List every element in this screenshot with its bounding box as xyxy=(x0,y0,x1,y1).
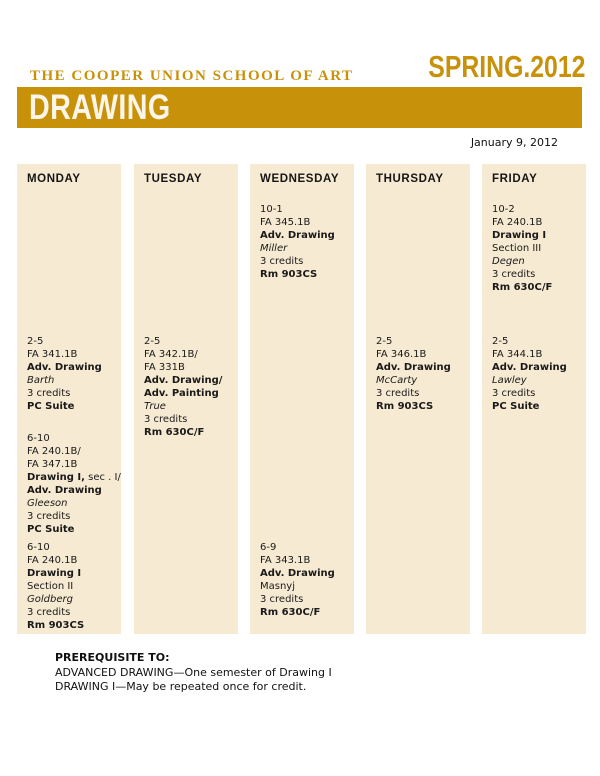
class-entry-line: Goldberg xyxy=(27,594,73,605)
day-column-monday xyxy=(17,164,121,634)
class-entry-line: Section II xyxy=(27,581,74,592)
department-title: DRAWING xyxy=(29,88,171,127)
prerequisite-line: ADVANCED DRAWING—One semester of Drawing I xyxy=(55,665,332,679)
class-entry-line: FA 344.1B xyxy=(492,349,543,360)
prerequisite-title: PREREQUISITE TO: xyxy=(55,651,170,664)
class-entry-line: Masnyj xyxy=(260,581,295,592)
day-header: THURSDAY xyxy=(376,173,444,185)
class-entry-line: Section III xyxy=(492,243,542,254)
class-entry-line: True xyxy=(144,401,166,412)
class-entry-line: 3 credits xyxy=(492,269,536,280)
class-entry-line: PC Suite xyxy=(27,524,75,535)
class-entry-line: PC Suite xyxy=(492,401,540,412)
class-entry-line: 6-9 xyxy=(260,542,277,553)
class-entry xyxy=(376,335,470,413)
class-entry-line: Rm 630C/F xyxy=(144,427,205,438)
class-entry-line: FA 343.1B xyxy=(260,555,311,566)
class-entry-line: 3 credits xyxy=(27,511,71,522)
class-entry-line: 2-5 xyxy=(492,336,509,347)
class-entry-line: FA 240.1B xyxy=(492,217,543,228)
day-header: FRIDAY xyxy=(492,173,538,185)
class-entry-line: Drawing I xyxy=(27,568,82,579)
class-entry-line: 2-5 xyxy=(144,336,161,347)
class-entry-line: 3 credits xyxy=(260,594,304,605)
class-entry-line: 2-5 xyxy=(376,336,393,347)
class-entry-line: 10-2 xyxy=(492,204,515,215)
class-entry-line: Barth xyxy=(27,375,55,386)
class-entry-line: Adv. Drawing xyxy=(27,362,102,373)
class-entry-line: 3 credits xyxy=(144,414,188,425)
class-entry-line: Adv. Drawing xyxy=(27,485,102,496)
date-label: January 9, 2012 xyxy=(470,136,558,149)
class-entry-line: Miller xyxy=(260,243,288,254)
class-entry-line: Adv. Drawing/ xyxy=(144,375,223,386)
class-entry-line: FA 342.1B/ xyxy=(144,349,198,360)
class-entry-line: 10-1 xyxy=(260,204,283,215)
class-entry xyxy=(492,203,586,294)
class-entry xyxy=(27,432,121,536)
class-entry-line: FA 240.1B xyxy=(27,555,78,566)
class-entry-line: Adv. Drawing xyxy=(492,362,567,373)
class-entry-line: 2-5 xyxy=(27,336,44,347)
class-entry-line: FA 331B xyxy=(144,362,185,373)
class-entry-line: Adv. Drawing xyxy=(376,362,451,373)
class-entry-line: Adv. Drawing xyxy=(260,230,335,241)
class-entry-line: 6-10 xyxy=(27,542,50,553)
class-entry-line: 3 credits xyxy=(492,388,536,399)
class-entry xyxy=(27,335,121,413)
class-entry-line: Rm 903CS xyxy=(376,401,434,412)
class-entry-line: FA 341.1B xyxy=(27,349,78,360)
day-header: WEDNESDAY xyxy=(260,173,340,185)
class-entry-line: Lawley xyxy=(492,375,527,386)
prerequisite-note xyxy=(55,651,332,695)
day-column-friday xyxy=(482,164,586,634)
prerequisite-line: DRAWING I—May be repeated once for credit. xyxy=(55,680,307,693)
class-entry-line: FA 346.1B xyxy=(376,349,427,360)
school-name: THE COOPER UNION SCHOOL OF ART xyxy=(30,68,354,84)
class-entry-line: 6-10 xyxy=(27,433,50,444)
class-entry-line: Drawing I xyxy=(492,230,547,241)
class-entry-line: Degen xyxy=(492,256,525,267)
class-entry-line: PC Suite xyxy=(27,401,75,412)
class-entry-line: Adv. Drawing xyxy=(260,568,335,579)
class-entry-line: 3 credits xyxy=(27,388,71,399)
day-column-thursday xyxy=(366,164,470,634)
day-header: TUESDAY xyxy=(144,173,203,185)
class-entry-line: 3 credits xyxy=(260,256,304,267)
class-entry-line: Gleeson xyxy=(27,498,68,509)
class-entry xyxy=(492,335,586,413)
class-entry-line: Rm 630C/F xyxy=(492,282,553,293)
class-entry-line: FA 240.1B/ xyxy=(27,446,81,457)
class-entry-line: McCarty xyxy=(376,375,418,386)
class-entry-line: FA 347.1B xyxy=(27,459,78,470)
class-entry-line: FA 345.1B xyxy=(260,217,311,228)
day-header: MONDAY xyxy=(27,173,81,185)
day-column-wednesday xyxy=(250,164,354,634)
class-entry-line: Drawing I, sec . I/ xyxy=(27,472,121,483)
class-entry-line: Adv. Painting xyxy=(144,388,219,399)
class-entry-line: Rm 903CS xyxy=(27,620,85,631)
class-entry xyxy=(27,541,121,632)
class-entry-line: 3 credits xyxy=(376,388,420,399)
class-entry xyxy=(260,203,354,281)
day-column-tuesday xyxy=(134,164,238,634)
class-entry xyxy=(260,541,354,619)
class-entry-line: 3 credits xyxy=(27,607,71,618)
semester-title: SPRING.2012 xyxy=(427,49,585,84)
class-entry-line: Rm 630C/F xyxy=(260,607,321,618)
class-entry-line: Rm 903CS xyxy=(260,269,318,280)
class-entry xyxy=(144,335,238,439)
